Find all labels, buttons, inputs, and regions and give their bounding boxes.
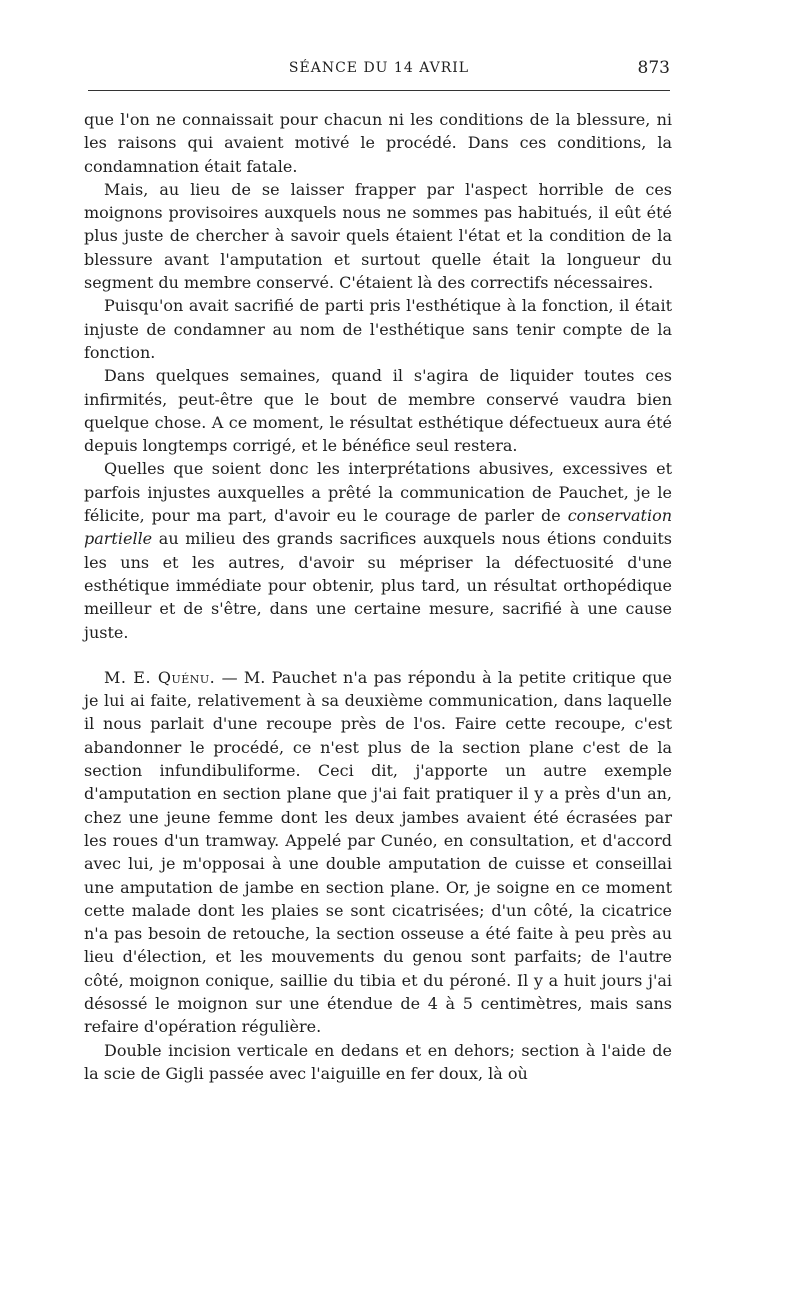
paragraph-5-part-b: au milieu des grands sacrifices auxquels nous étions conduits les uns et les autres, d'avoir su mépriser la défectuosité d'une esthétique immédiate pour obtenir, plus tard, un résultat orthopédique meilleur et de s'être, dans une certaine mesure, sacrifié à une cause juste.	[84, 529, 672, 642]
paragraph-5	[84, 457, 672, 643]
header-rule	[88, 90, 670, 91]
paragraph-6	[84, 666, 672, 1039]
speaker-name: M. E. Quénu.	[104, 667, 216, 687]
paragraph-2: Mais, au lieu de se laisser frapper par l'aspect horrible de ces moignons provisoires auxquels nous ne sommes pas habitués, il eût été plus juste de chercher à savoir quels étaient l'état et la condition de la blessure avant l'amputation et surtout quelle était la longueur du segment du membre conservé. C'étaient là des correctifs nécessaires.	[84, 179, 672, 293]
paragraph-5-part-a: Quelles que soient donc les interprétations abusives, excessives et parfois injustes auxquelles a prêté la communication de Pauchet, je le félicite, pour ma part, d'avoir eu le courage de parler de	[84, 459, 672, 526]
paragraph-4: Dans quelques semaines, quand il s'agira de liquider toutes ces infirmités, peut-être que le bout de membre conservé vaudra bien quelque chose. A ce moment, le résultat esthétique défectueux aura été depuis longtemps corrigé, et le bénéfice seul restera.	[84, 366, 672, 456]
running-header	[88, 60, 670, 90]
page-number: 873	[637, 58, 670, 78]
paragraph-1: que l'on ne connaissait pour chacun ni les conditions de la blessure, ni les raisons qui avaient motivé le procédé. Dans ces conditions, la condamnation était fatale.	[84, 110, 672, 176]
paragraph-6-body: — M. Pauchet n'a pas répondu à la petite critique que je lui ai faite, relativement à sa deuxième communication, dans laquelle il nous parlait d'une recoupe près de l'os. Faire cette recoupe, c'est abandonner le procédé, ce n'est plus de la section plane c'est de la section infundibuliforme. Ceci dit, j'apporte un autre exemple d'amputation en section plane que j'ai fait pratiquer il y a près d'un an, chez une jeune femme dont les deux jambes avaient été écrasées par les roues d'un tramway. Appelé par Cunéo, en consultation, et d'accord avec lui, je m'opposai à une double amputation de cuisse et conseillai une amputation de jambe en section plane. Or, je soigne en ce moment cette malade dont les plaies se sont cicatrisées; d'un côté, la cicatrice n'a pas besoin de retouche, la section osseuse a été faite à peu près au lieu d'élection, et les mouvements du genou sont parfaits; de l'autre côté, moignon conique, saillie du tibia et du péroné. Il y a huit jours j'ai désossé le moignon sur une étendue de 4 à 5 centimètres, mais sans refaire d'opération régulière.	[84, 667, 672, 1037]
running-title: SÉANCE DU 14 AVRIL	[288, 60, 470, 76]
body-text	[84, 108, 672, 1085]
paragraph-7: Double incision verticale en dedans et en dehors; section à l'aide de la scie de Gigli passée avec l'aiguille en fer doux, là où	[84, 1040, 672, 1083]
paragraph-3: Puisqu'on avait sacrifié de parti pris l'esthétique à la fonction, il était injuste de condamner au nom de l'esthétique sans tenir compte de la fonction.	[84, 296, 672, 362]
emphasis-conservation-partielle: conservation partielle	[84, 506, 673, 549]
